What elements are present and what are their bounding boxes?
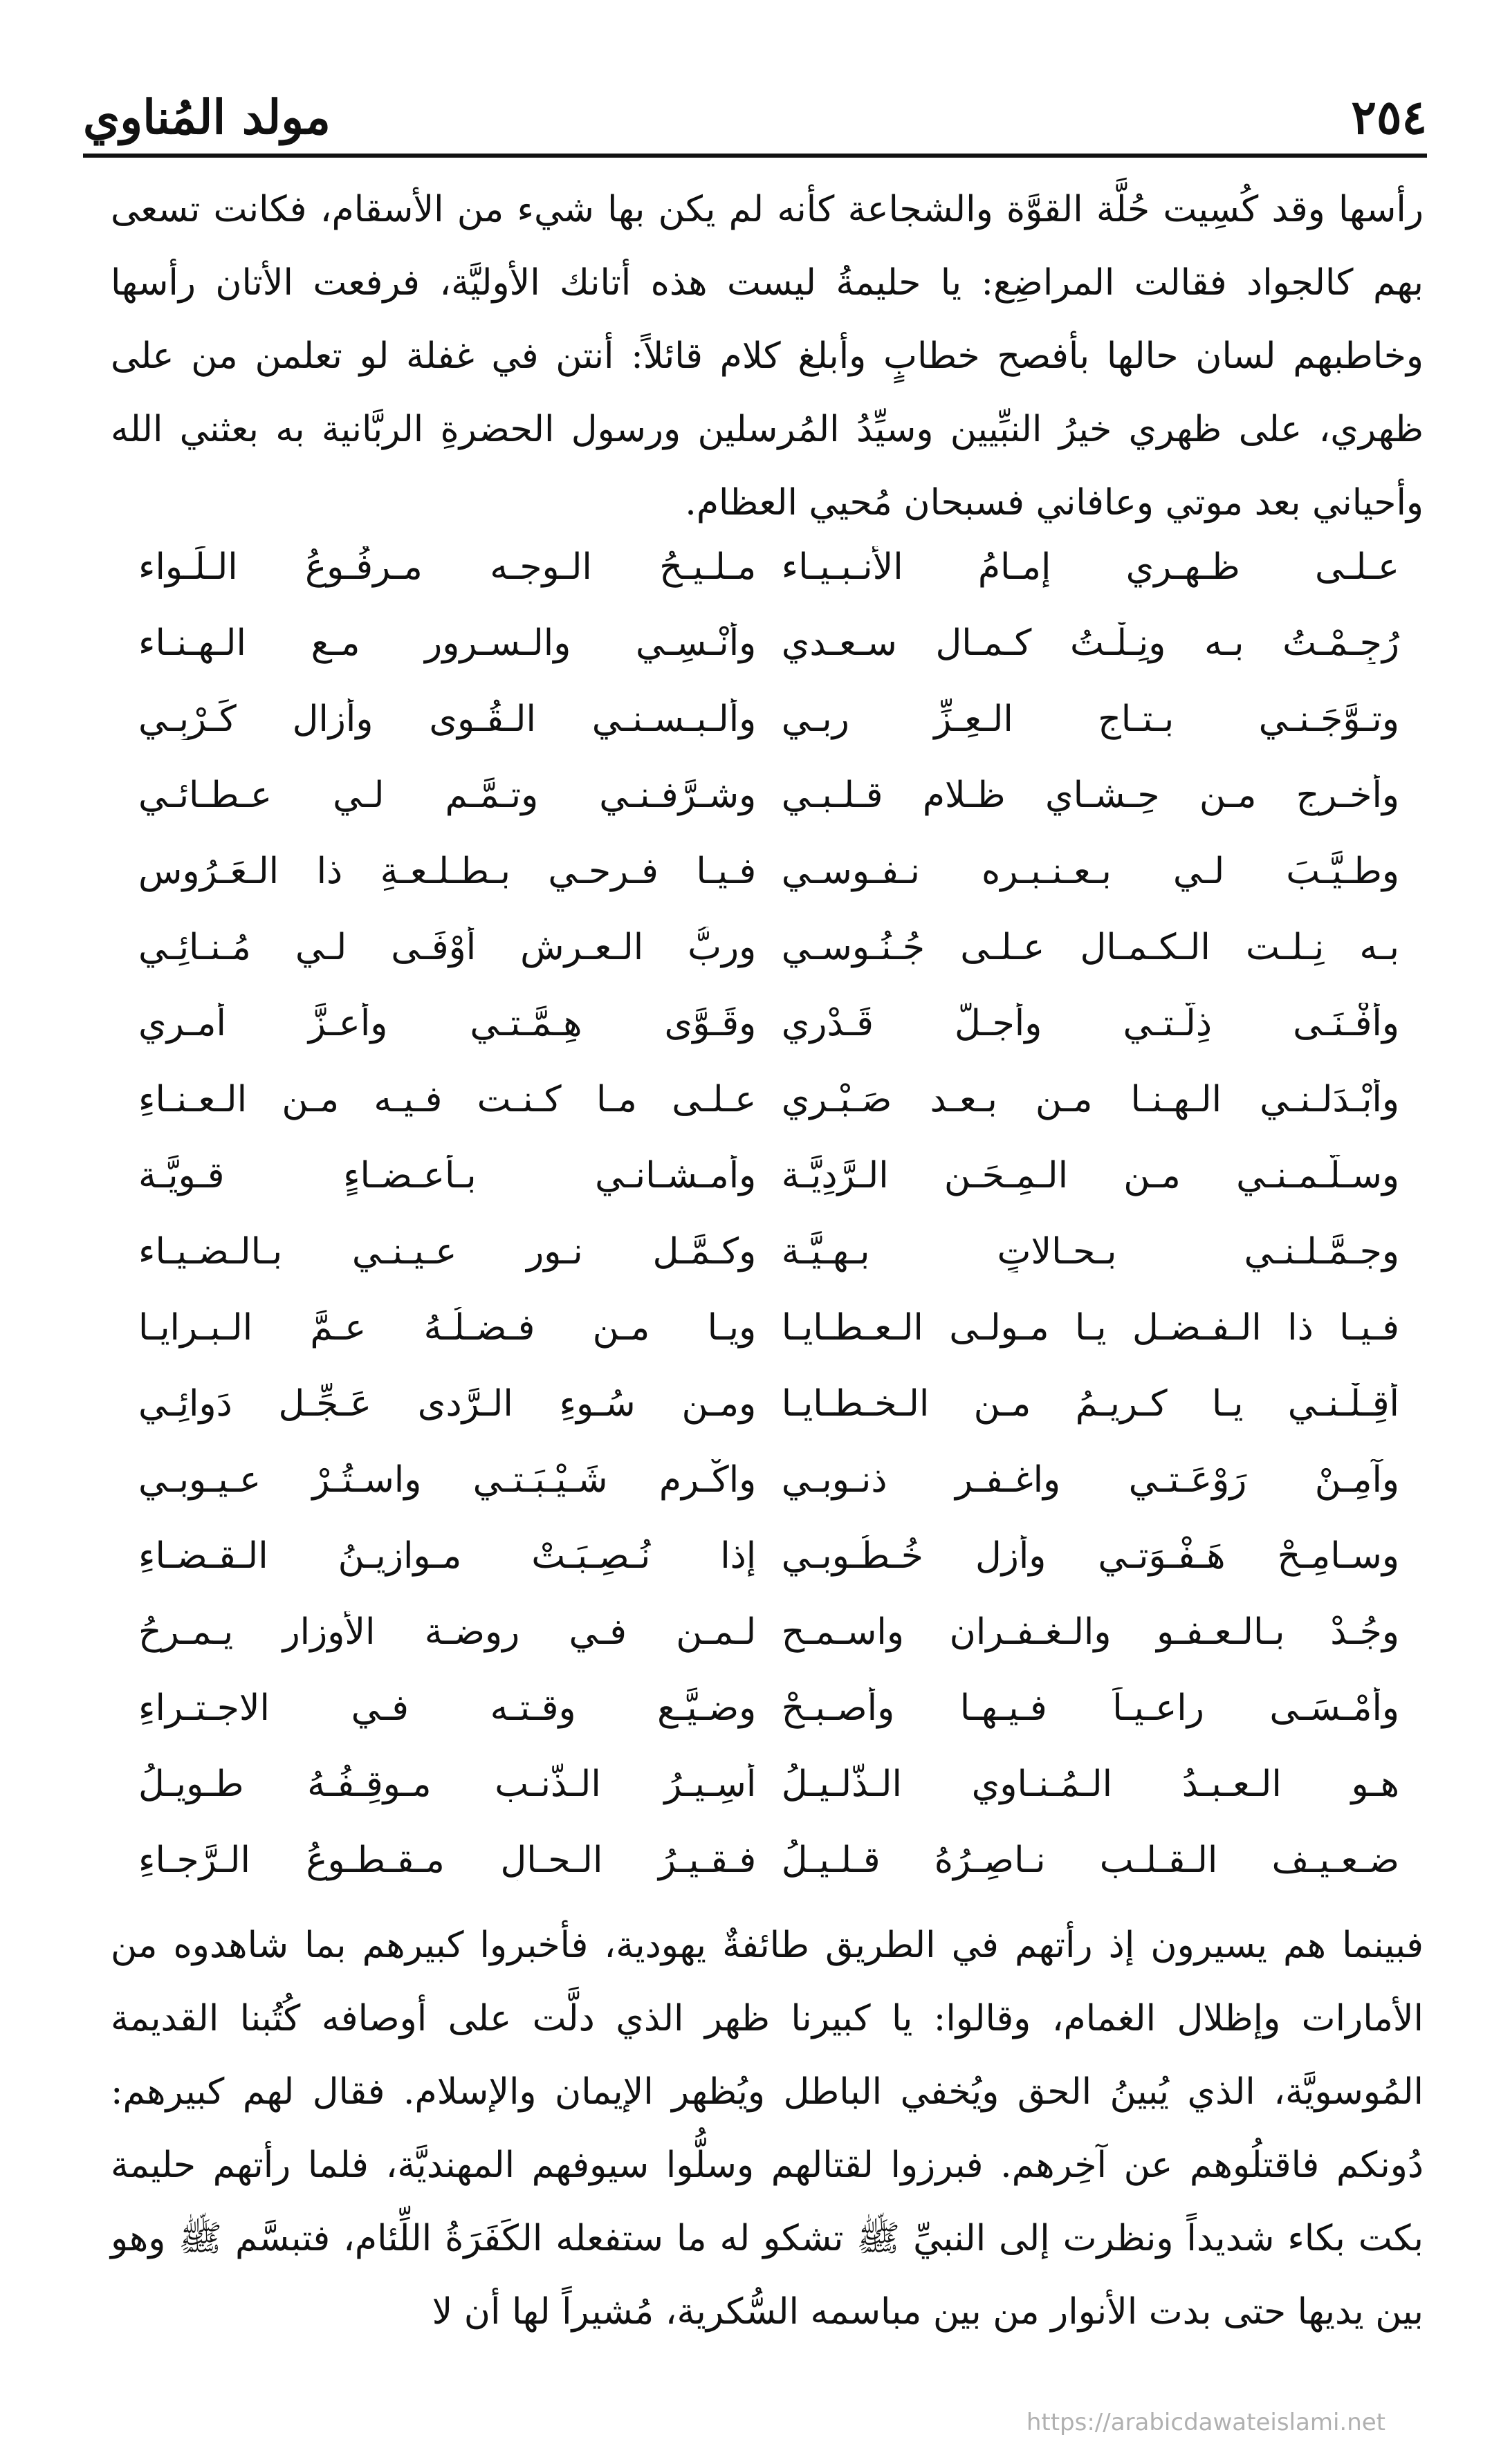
hemistich-first: وجـمَّـلـنـي بـحـالاتٍ بـهِـيَّـة: [781, 1231, 1399, 1272]
hemistich-first: رُجِـمْـتُ بـه ونِـلْـتُ كـمـال سـعـدي: [781, 622, 1399, 664]
hemistich-first: ضـعـيـف الـقـلـب نـاصِـرُهُ قـلـيـلُ: [781, 1840, 1399, 1881]
hemistich-first: بـه نِـلـت الـكـمـال عـلـى جُـنُـوسـي: [781, 927, 1399, 968]
poem-couplet: [138, 757, 1399, 833]
hemistich-first: وأبْـدَلـنـي الـهـنـا مـن بـعـد صَـبْـري: [781, 1079, 1399, 1120]
hemistich-second: فـيـا فـرحـي بـطـلـعـةِ ذا الـعَـرُوسِ: [138, 851, 757, 892]
poem-couplet: [138, 833, 1399, 909]
poem-couplet: [138, 1290, 1399, 1366]
hemistich-first: وجُـدْ بـالـعـفـوِ والـغـفـران واسـمـح: [781, 1611, 1399, 1653]
hemistich-first: عـلـى ظـهـري إمـامُ الأنـبـيـاء: [781, 546, 1399, 588]
hemistich-first: وسـلَّـمـنـي مـن الـمِـحَـنِ الـرَّدِيَّـة: [781, 1155, 1399, 1196]
poem-couplet: [138, 1138, 1399, 1214]
hemistich-second: وألـبـسـنـي الـقُـوى وأزال كَـرْبِـي: [138, 698, 757, 740]
poem-couplet: [138, 1214, 1399, 1290]
poem-couplet: [138, 1746, 1399, 1822]
hemistich-second: وأُنْـسِـي والـسـرور مـع الـهـنـاء: [138, 622, 757, 664]
poem-couplet: [138, 1366, 1399, 1442]
hemistich-second: ويـا مـن فـضـلُـهُ عـمَّ الـبـرايـا: [138, 1307, 757, 1349]
poem-couplet: [138, 1594, 1399, 1670]
poem: [138, 529, 1399, 1898]
paragraph: فبينما هم يسيرون إذ رأتهم في الطريق طائفةٌ يهودية، فأخبروا كبيرهم بما شاهدوه من الأمارات وإظلال الغمام، وقالوا: يا كبيرنا ظهر الذي دلَّت على أوصافه كُتُبنا القديمة المُوسويَّة، الذي يُبينُ الحق ويُخفي الباطل ويُظهر الإيمان والإسلام. فقال لهم كبيرهم: دُونكم فاقتلُوهم عن آخِرهم. فبرزوا لقتالهم وسلُّوا سيوفهم المهنديَّة، فلما رأتهم حليمة بكت بكاء شديداً ونظرت إلى النبيِّ ﷺ تشكو له ما ستفعله الكَفَرَةُ اللِّئام، فتبسَّم ﷺ وهو بين يديها حتى بدت الأنوار من بين مباسمه السُّكرية، مُشيراً لها أن لا: [111, 1925, 1424, 2333]
running-title: مولد المُناوي: [83, 90, 331, 145]
hemistich-first: وتـوَّجَـنـي بـتـاجِ الـعِـزِّ ربـي: [781, 698, 1399, 740]
prose-bottom: [111, 1909, 1424, 2349]
hemistich-first: وسـامِـحْ هَـفْـوَتـي وأزل خُـطُـوبـي: [781, 1535, 1399, 1577]
hemistich-first: وطـيَّـبَ لـي بـعـنـبـرِه نـفـوسـي: [781, 851, 1399, 892]
paragraph: رأسها وقد كُسِيت حُلَّة القوَّة والشجاعة كأنه لم يكن بها شيء من الأسقام، فكانت تسعى بهم كالجواد فقالت المراضِع: يا حليمةُ ليست هذه أتانك الأوليَّة، فرفعت الأتان رأسها وخاطبهم لسان حالها بأفصح خطابٍ وأبلغ كلام قائلاً: أنتن في غفلة لو تعلمن من على ظهري، على ظهري خيرُ النبِّيين وسيِّدُ المُرسلين ورسول الحضرةِ الربَّانية به بعثني الله وأحياني بعد موتي وعافاني فسبحان مُحيي العظام.: [111, 189, 1424, 524]
hemistich-second: وأمـشـانـي بـأعـضـاءٍ قـويَّـة: [138, 1155, 757, 1196]
page-number: ٢٥٤: [1351, 90, 1427, 145]
poem-couplet: [138, 1518, 1399, 1594]
hemistich-second: واكْـرِم شَـيْـبَـتـي واسـتُـرْ عـيـوبـي: [138, 1459, 757, 1501]
poem-couplet: [138, 1062, 1399, 1138]
poem-couplet: [138, 909, 1399, 985]
hemistich-first: أقِـلْـنـي يـا كـريـمُ مـن الـخـطـايـا: [781, 1383, 1399, 1425]
poem-couplet: [138, 1442, 1399, 1518]
hemistich-second: عـلـى مـا كـنـت فـيـه مـن الـعـنـاءِ: [138, 1079, 757, 1120]
hemistich-first: فـيـا ذا الـفـضـل يـا مـولـى الـعـطـايـا: [781, 1307, 1399, 1349]
hemistich-second: وربُّ الـعـرش أوْفَـى لـي مُـنـائِـي: [138, 927, 757, 968]
hemistich-first: هـو الـعـبـدُ الـمُـنـاوي الـذَّلـيـلُ: [781, 1763, 1399, 1805]
hemistich-second: لـمـن فـي روضـة الأوزار يـمـرحُ: [138, 1611, 757, 1653]
hemistich-first: وأمْـسَـى راعـيـاً فـيـهـا وأصـبـحْ: [781, 1687, 1399, 1729]
hemistich-second: وقَـوَّى هِـمَّـتـي وأعـزَّ أمـري: [138, 1003, 757, 1044]
hemistich-second: إذا نُـصِـبَـتْ مـوازيـنُ الـقـضـاءِ: [138, 1535, 757, 1577]
hemistich-second: ومـن سُـوءِ الـرَّدى عَـجِّـل دَوائِـي: [138, 1383, 757, 1425]
page-header: [83, 48, 1427, 145]
hemistich-second: فـقـيـرُ الـحـالِ مـقـطـوعُ الـرَّجـاءِ: [138, 1840, 757, 1881]
hemistich-second: وضـيَّـع وقـتـه فـي الاجـتـراءِ: [138, 1687, 757, 1729]
hemistich-second: مـلـيـحُ الـوجـه مـرفُـوعُ الـلِّـواء: [138, 546, 757, 588]
hemistich-second: وشـرَّفـنـي وتـمَّـم لـي عـطـائـي: [138, 775, 757, 816]
hemistich-first: وأخـرج مـن حِـشـاي ظـلام قـلـبـي: [781, 775, 1399, 816]
poem-couplet: [138, 681, 1399, 757]
hemistich-second: وكـمَّـل نـور عـيـنـي بـالـضـيـاء: [138, 1231, 757, 1272]
poem-couplet: [138, 1822, 1399, 1898]
hemistich-second: أسِـيـرُ الـذَّنـب مـوقِـفُـهُ طـويـلُ: [138, 1763, 757, 1805]
hemistich-first: وآمِـنْ رَوْعَـتـي واغـفـر ذنـوبـي: [781, 1459, 1399, 1501]
prose-top: [111, 173, 1424, 539]
hemistich-first: وأفْـنَـى ذِلَّـتـي وأجـلَّ قَـدْرِي: [781, 1003, 1399, 1044]
poem-couplet: [138, 1670, 1399, 1746]
watermark-url: https://arabicdawateislami.net: [1026, 2409, 1385, 2436]
poem-couplet: [138, 529, 1399, 605]
header-divider: [83, 154, 1427, 158]
poem-couplet: [138, 985, 1399, 1062]
poem-couplet: [138, 605, 1399, 681]
